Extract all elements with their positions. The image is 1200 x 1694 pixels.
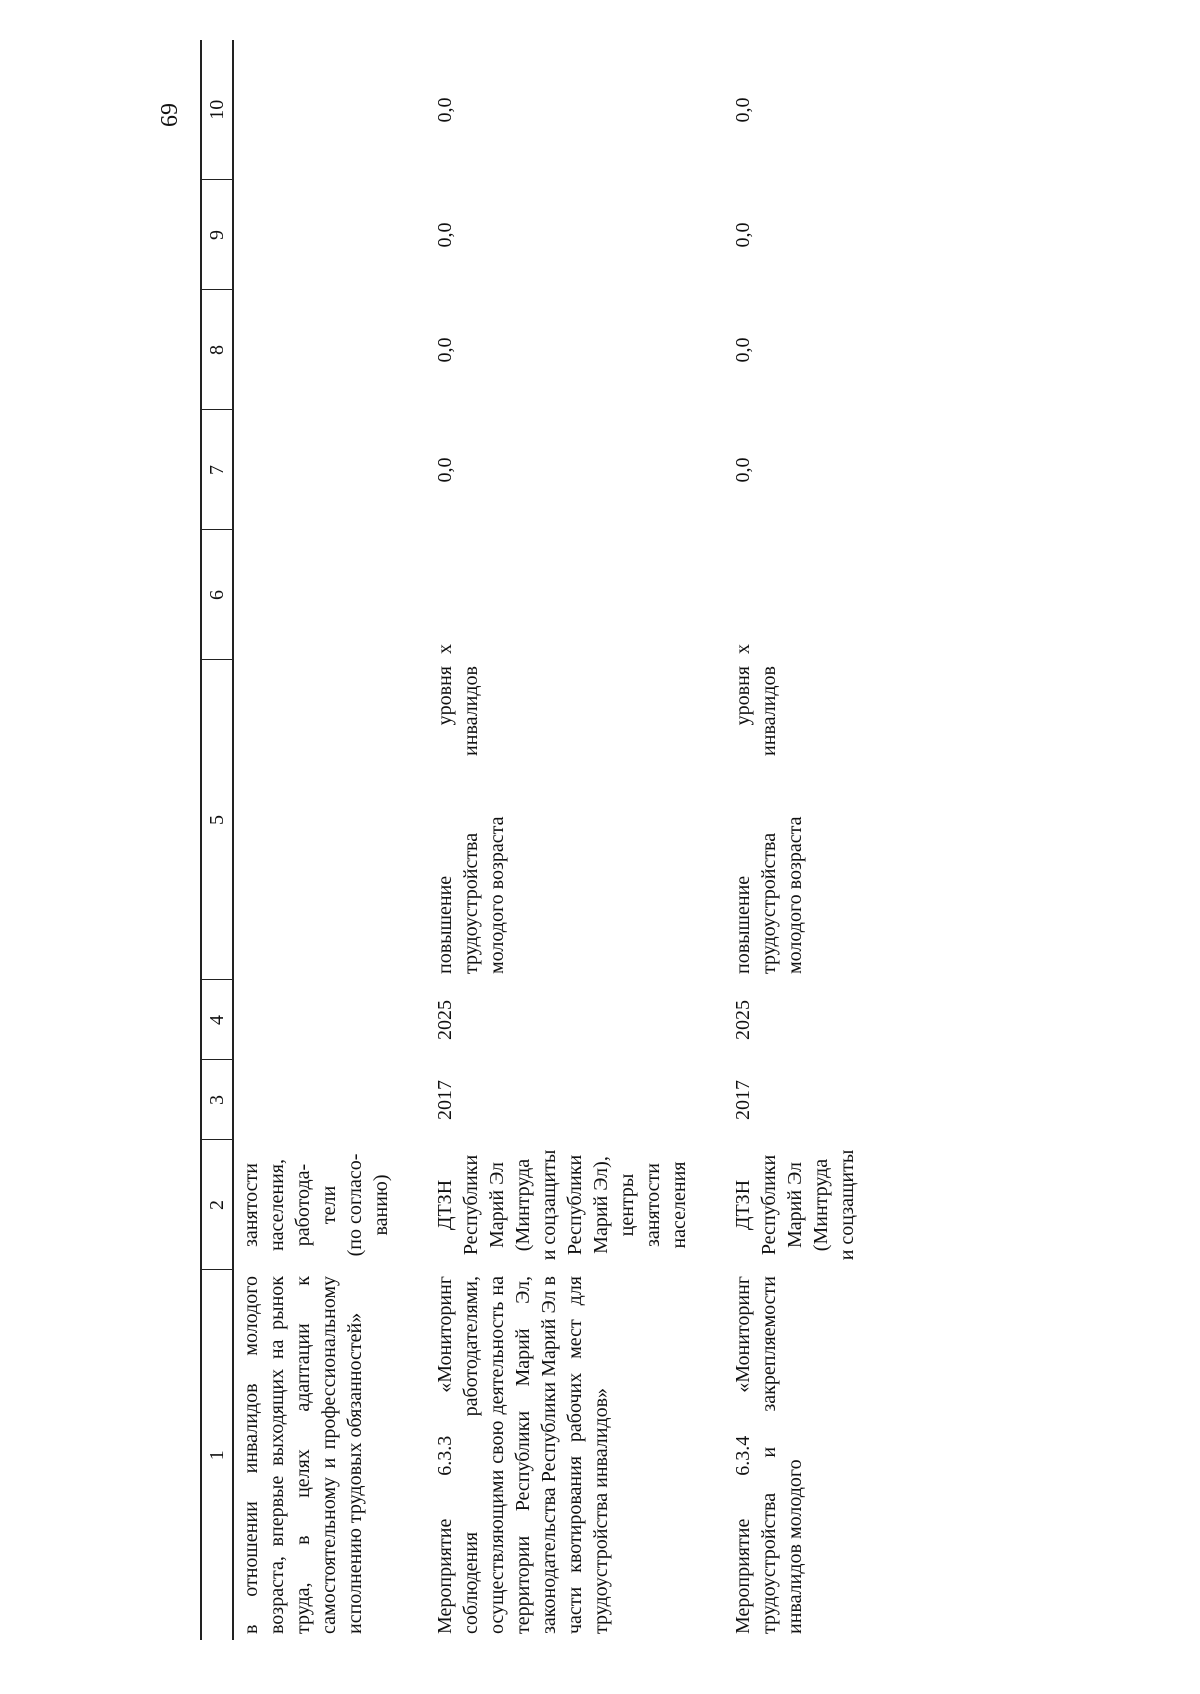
executor-line: тели [318, 1185, 340, 1225]
table-row [233, 40, 398, 1640]
header-col-1: 1 [201, 1270, 233, 1640]
start-year-cell [233, 1060, 398, 1140]
header-col-4: 4 [201, 980, 233, 1060]
executor-line: (Минтруда [512, 1158, 534, 1252]
executor-line: работода- [292, 1163, 314, 1247]
executor-line: Марий Эл), [590, 1156, 612, 1254]
executor-line: (по согласо- [344, 1153, 366, 1257]
executor-line: центры [616, 1173, 638, 1237]
header-col-8: 8 [201, 290, 233, 410]
header-col-9: 9 [201, 180, 233, 290]
executor-cell [428, 1140, 696, 1270]
start-year-cell: 2017 [434, 1080, 456, 1120]
expected-result-cell [233, 660, 398, 980]
end-year-cell: 2025 [732, 1000, 754, 1040]
executor-cell [233, 1140, 398, 1270]
value-col-7: 0,0 [732, 457, 754, 483]
expected-result-cell: повышение уровня трудоустройства инвалидов молодого возраста [434, 666, 508, 974]
executor-line: ДТЗН [732, 1179, 754, 1231]
value-col-10: 0,0 [434, 97, 456, 123]
executor-line: занятости [240, 1163, 262, 1247]
executor-line: населения, [266, 1158, 288, 1252]
executor-line: и соцзащиты [538, 1149, 560, 1261]
header-col-2: 2 [201, 1140, 233, 1270]
value-col-8: 0,0 [732, 337, 754, 363]
executor-line: населения [668, 1161, 690, 1249]
measure-name-cell: Мероприятие 6.3.3 «Мониторинг соблюдения работодателями, осуществляющими свою деятельность на территории Республики Марий Эл, законодательства Республики Марий Эл в части квотирования рабочих мест для трудоустройства инвалидов» [434, 1276, 612, 1634]
rotated-table-sheet [200, 40, 1160, 1640]
value-col-9: 0,0 [434, 222, 456, 248]
value-col-10: 0,0 [732, 97, 754, 123]
executor-line: Марий Эл [486, 1162, 508, 1248]
executor-line: Марий Эл [784, 1162, 806, 1248]
header-col-10: 10 [201, 40, 233, 180]
value-col-8 [233, 290, 398, 410]
value-col-9 [233, 180, 398, 290]
value-col-7: 0,0 [434, 457, 456, 483]
start-year-cell: 2017 [732, 1080, 754, 1120]
executor-line: Республики [564, 1154, 586, 1256]
indicator-cell: х [732, 644, 754, 654]
expected-result-cell: повышение уровня трудоустройства инвалидов молодого возраста [732, 666, 806, 974]
value-col-7 [233, 410, 398, 530]
executor-line: ДТЗН [434, 1179, 456, 1231]
header-col-7: 7 [201, 410, 233, 530]
table-row [726, 40, 864, 1640]
page-number: 69 [157, 103, 183, 127]
executor-line: и соцзащиты [836, 1149, 858, 1261]
indicator-cell: х [434, 644, 456, 654]
executor-line: занятости [642, 1163, 664, 1247]
header-col-5: 5 [201, 660, 233, 980]
measure-name-cell: в отношении инвалидов молодого возраста, впервые выходящих на рынок труда, в целях адаптации к самостоятельному и профессиональному исполнению трудовых обязанностей» [240, 1276, 366, 1634]
indicator-cell [233, 530, 398, 660]
measures-table [200, 40, 864, 1640]
end-year-cell: 2025 [434, 1000, 456, 1040]
end-year-cell [233, 980, 398, 1060]
value-col-10 [233, 40, 398, 180]
value-col-8: 0,0 [434, 337, 456, 363]
column-number-header [201, 40, 233, 1640]
table-row [428, 40, 696, 1640]
executor-line: Республики [460, 1154, 482, 1256]
executor-line: ванию) [370, 1174, 392, 1236]
measure-name-cell: Мероприятие 6.3.4 «Мониторинг трудоустройства и закрепляемости инвалидов молодого [732, 1276, 806, 1634]
header-col-3: 3 [201, 1060, 233, 1140]
executor-line: Республики [758, 1154, 780, 1256]
header-col-6: 6 [201, 530, 233, 660]
value-col-9: 0,0 [732, 222, 754, 248]
executor-cell [726, 1140, 864, 1270]
executor-line: (Минтруда [810, 1158, 832, 1252]
